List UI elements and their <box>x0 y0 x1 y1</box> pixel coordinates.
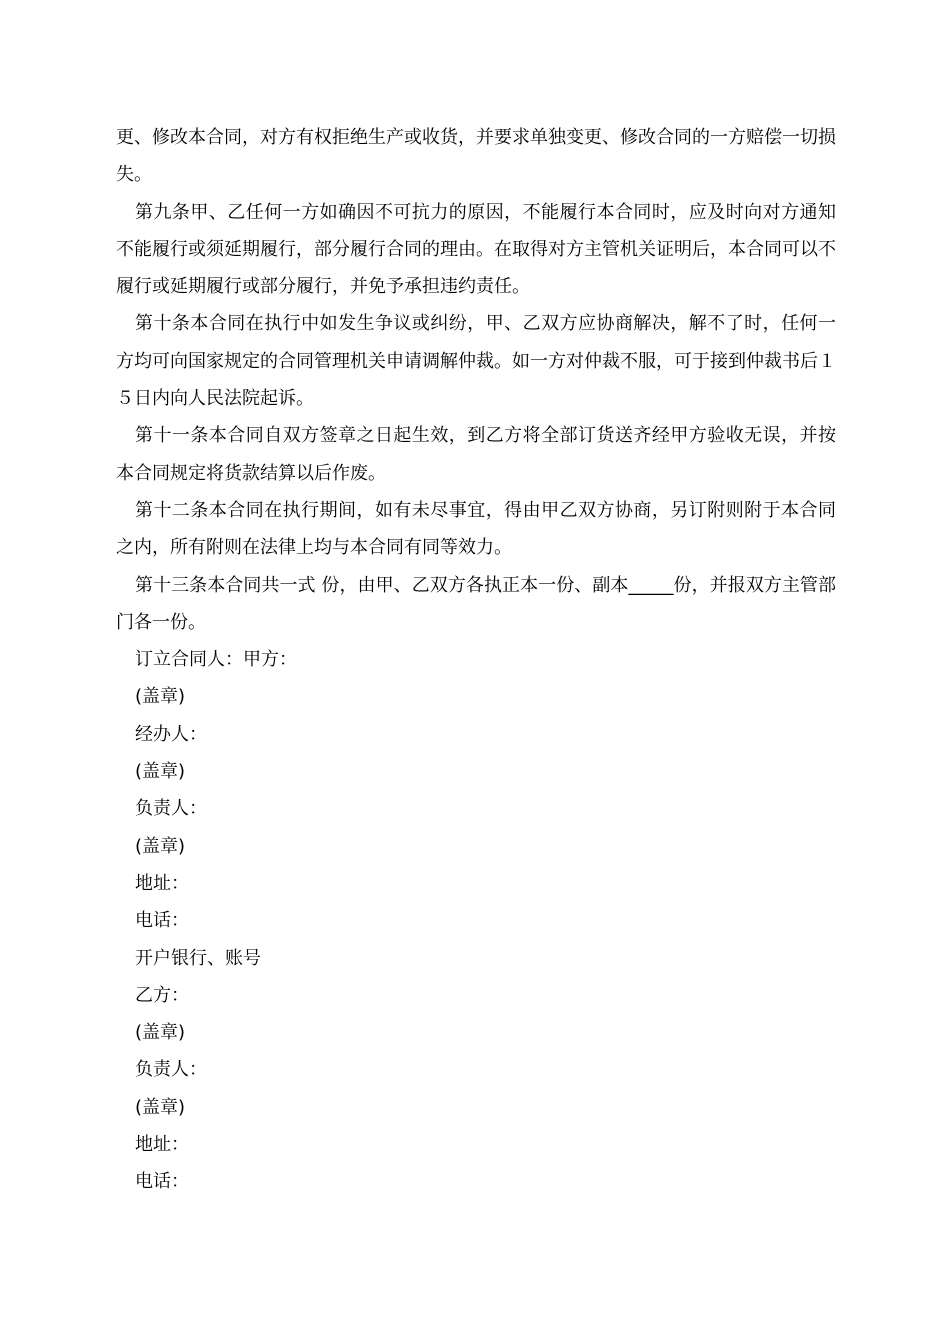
paragraph-continuation: 更、修改本合同，对方有权拒绝生产或收货，并要求单独变更、修改合同的一方赔偿一切损失。 <box>116 127 836 186</box>
signature-line-seal: (盖章) <box>135 686 186 708</box>
paragraph-article-9: 第九条甲、乙任何一方如确因不可抗力的原因，不能履行本合同时，应及时向对方通知不能履行或须延期履行，部分履行合同的理由。在取得对方主管机关证明后，本合同可以不履行或延期履行或部分履行，并免予承担违约责任。 <box>116 201 836 298</box>
signature-line-handler: 经办人： <box>135 723 207 745</box>
paragraph-article-10: 第十条本合同在执行中如发生争议或纠纷，甲、乙双方应协商解决，解不了时，任何一方均可向国家规定的合同管理机关申请调解仲裁。如一方对仲裁不服，可于接到仲裁书后１５日内向人民法院起诉。 <box>116 313 836 410</box>
signature-block <box>116 641 836 1200</box>
signature-line-contracting-party-a: 订立合同人：甲方： <box>135 649 297 671</box>
signature-line-phone: 电话： <box>135 1171 189 1193</box>
paragraph-article-12: 第十二条本合同在执行期间，如有未尽事宜，得由甲乙双方协商，另订附则附于本合同之内，所有附则在法律上均与本合同有同等效力。 <box>116 499 836 559</box>
signature-line-seal: (盖章) <box>135 835 186 857</box>
signature-line-address: 地址： <box>135 872 189 894</box>
signature-line-party-b: 乙方： <box>135 984 189 1006</box>
signature-line-phone: 电话： <box>135 910 189 932</box>
signature-line-seal: (盖章) <box>135 1022 186 1044</box>
signature-line-seal: (盖章) <box>135 761 186 783</box>
signature-line-address: 地址： <box>135 1134 189 1156</box>
signature-line-bank-account: 开户银行、账号 <box>135 947 261 969</box>
signature-line-seal: (盖章) <box>135 1096 186 1118</box>
signature-line-person-in-charge: 负责人： <box>135 798 207 820</box>
signature-line-person-in-charge: 负责人： <box>135 1059 207 1081</box>
contract-body <box>116 119 836 1201</box>
paragraph-article-13: 第十三条本合同共一式 份，由甲、乙双方各执正本一份、副本_____份，并报双方主管部门各一份。 <box>116 574 836 633</box>
paragraph-article-11: 第十一条本合同自双方签章之日起生效，到乙方将全部订货送齐经甲方验收无误，并按本合同规定将货款结算以后作废。 <box>116 425 836 484</box>
